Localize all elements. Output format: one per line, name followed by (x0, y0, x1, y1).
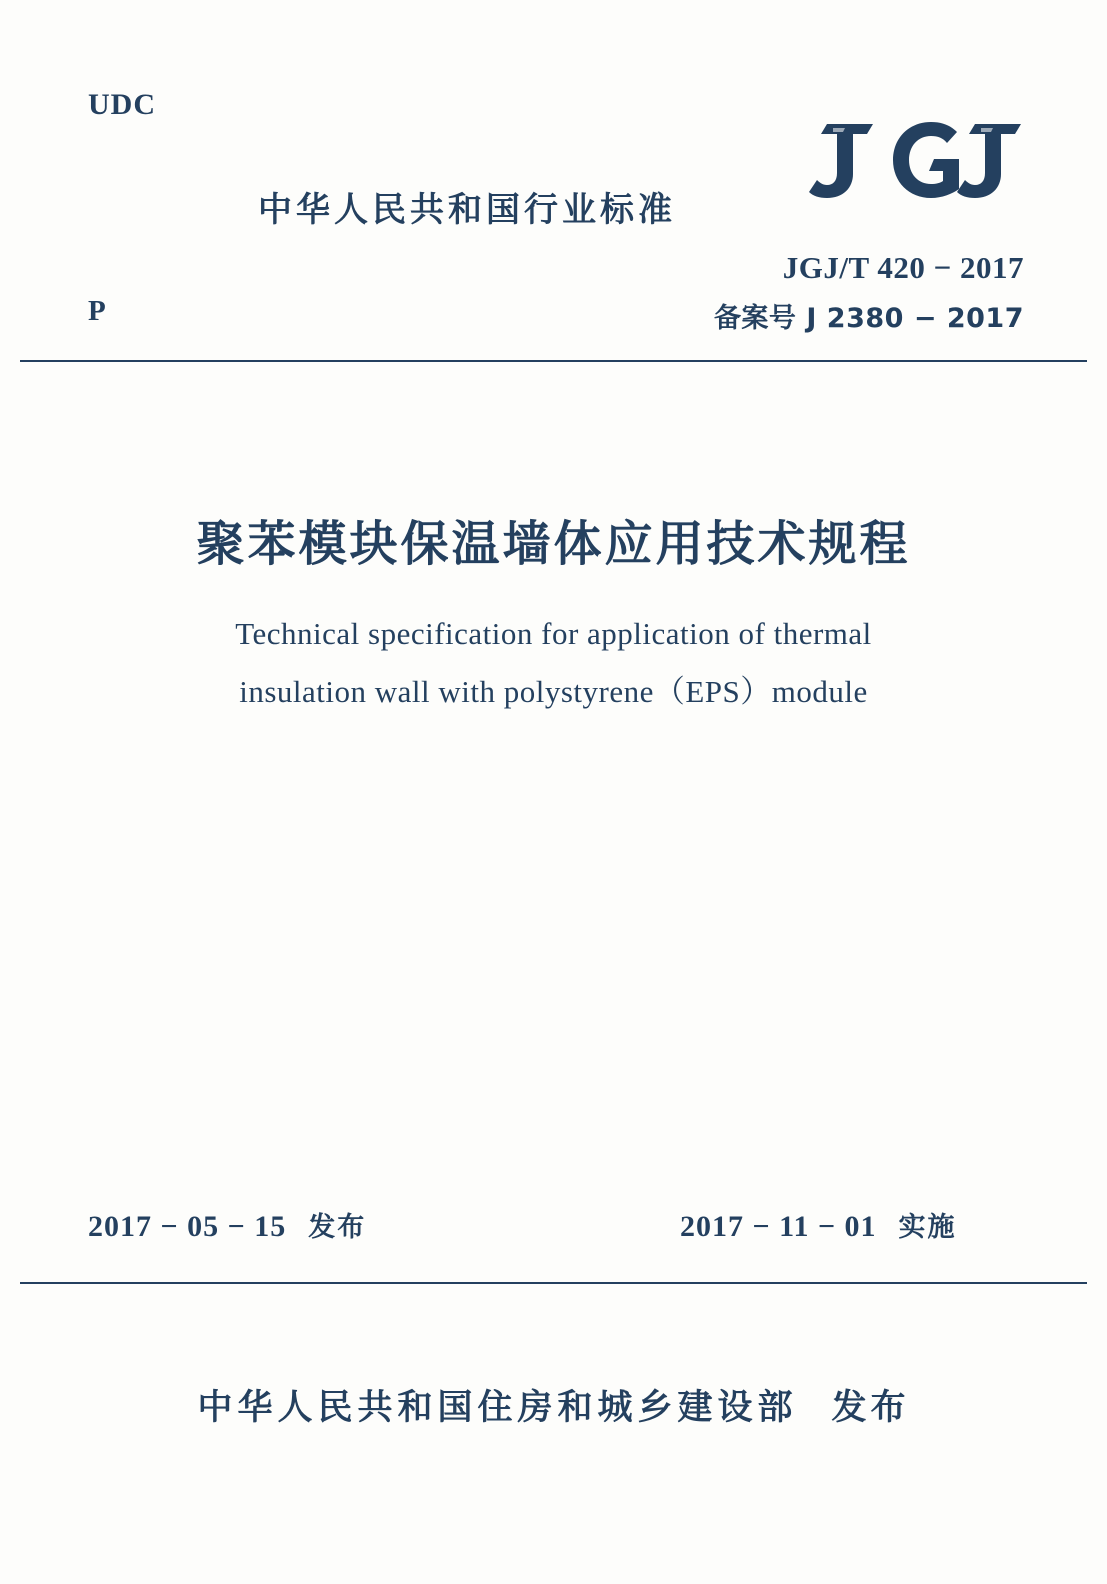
udc-label: UDC (88, 88, 156, 121)
effective-date-word: 实施 (898, 1212, 957, 1243)
standard-number: JGJ/T 420 − 2017 (782, 250, 1024, 285)
jgj-logo-icon (809, 118, 1029, 204)
page-title-en (0, 605, 1107, 721)
effective-date-value: 2017 − 11 − 01 (680, 1210, 877, 1243)
publisher-name: 中华人民共和国住房和城乡建设部 (197, 1388, 798, 1428)
classification-p-label: P (88, 295, 106, 327)
issue-date-block (88, 1205, 366, 1244)
page-title-en-line1: Technical specification for application of thermal (235, 616, 872, 651)
divider-top (20, 360, 1087, 362)
publisher-action-word: 发布 (831, 1388, 910, 1428)
record-number: 备案号 J 2380 − 2017 (713, 303, 1024, 334)
publisher-block (0, 1380, 1107, 1430)
page-title-cn: 聚苯模块保温墙体应用技术规程 (196, 516, 911, 572)
issue-date-value: 2017 − 05 − 15 (88, 1210, 287, 1243)
divider-bottom (20, 1282, 1087, 1284)
issuing-body-line: 中华人民共和国行业标准 (258, 190, 676, 230)
page-title-en-line2: insulation wall with polystyrene（EPS）module (239, 674, 868, 709)
effective-date-block (680, 1205, 957, 1244)
issue-date-word: 发布 (308, 1212, 367, 1243)
